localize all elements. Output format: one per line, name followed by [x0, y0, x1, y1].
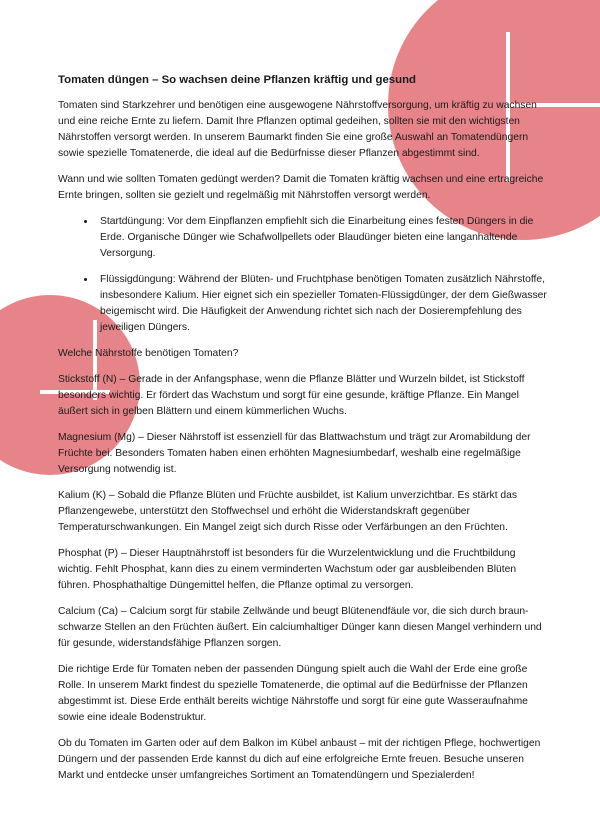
intro-paragraph: Tomaten sind Starkzehrer und benötigen eine ausgewogene Nährstoffversorgung, um kräftig zu wachsen und eine reiche Ernte zu liefern. Damit Ihre Pflanzen optimal gedeihen, sollten sie mit den wichtigsten Nährstoffen versorgt werden. In unserem Baumarkt finden Sie eine große Auswahl an Tomatendüngern sowie spezielle Tomatenerde, die ideal auf die Bedürfnisse dieser Pflanzen abgestimmt sind. — [58, 100, 537, 159]
soil-paragraph: Die richtige Erde für Tomaten neben der passenden Düngung spielt auch die Wahl der Erde eine große Rolle. In unserem Markt findest du spezielle Tomatenerde, die optimal auf die Bedürfnisse der Pflanzen abgestimmt ist. Diese Erde enthält bereits wichtige Nährstoffe und sorgt für eine gute Wasseraufnahme sowie eine ideale Bodenstruktur. — [58, 664, 528, 723]
fertilizing-list — [58, 214, 548, 336]
nutrients-question: Welche Nährstoffe benötigen Tomaten? — [58, 348, 239, 359]
document-body — [58, 72, 548, 794]
nutrient-stickstoff: Stickstoff (N) – Gerade in der Anfangsphase, wenn die Pflanze Blätter und Wurzeln bildet, ist Stickstoff besonders wichtig. Er fördert das Wachstum und sorgt für eine gesunde, kräftige Pflanze. Ein Mangel äußert sich in gelben Blättern und einem kümmerlichen Wuchs. — [58, 374, 525, 417]
when-paragraph: Wann und wie sollten Tomaten gedüngt werden? Damit die Tomaten kräftig wachsen und eine ertragreiche Ernte bringen, sollten sie gezielt und regelmäßig mit Nährstoffen versorgt werden. — [58, 174, 544, 201]
list-item-fluessigduengung: • Flüssigdüngung: Während der Blüten- und Fruchtphase benötigen Tomaten zusätzlich Nährstoffe, insbesondere Kalium. Hier eignet sich ein spezieller Tomaten-Flüssigdünger, der dem Gießwasser beigemischt wird. Die Häufigkeit der Anwendung richtet sich nach der Dosierempfehlung des jeweiligen Düngers. — [96, 272, 548, 336]
list-item-startduengung: • Startdüngung: Vor dem Einpflanzen empfiehlt sich die Einarbeitung eines festen Düngers in die Erde. Organische Dünger wie Schafwollpellets oder Blaudünger bieten eine langanhaltende Versorgung. — [96, 214, 548, 262]
nutrient-kalium: Kalium (K) – Sobald die Pflanze Blüten und Früchte ausbildet, ist Kalium unverzichtbar. Es stärkt das Pflanzengewebe, unterstützt den Stoffwechsel und erhöht die Widerstandskraft gegenüber Temperaturschwankungen. Ein Mangel zeigt sich durch Risse oder Verfärbungen an den Früchten. — [58, 490, 518, 533]
nutrient-magnesium: Magnesium (Mg) – Dieser Nährstoff ist essenziell für das Blattwachstum und trägt zur Aromabildung der Früchte bei. Besonders Tomaten haben einen erhöhten Magnesiumbedarf, weshalb eine regelmäßige Versorgung notwendig ist. — [58, 432, 531, 475]
nutrient-phosphat: Phosphat (P) – Dieser Hauptnährstoff ist besonders für die Wurzelentwicklung und die Fruchtbildung wichtig. Fehlt Phosphat, kann dies zu einem verminderten Wachstum oder gar ausbleibenden Blüten führen. Phosphathaltige Düngemittel helfen, die Pflanze optimal zu versorgen. — [58, 548, 517, 591]
nutrient-calcium: Calcium (Ca) – Calcium sorgt für stabile Zellwände und beugt Blütenendfäule vor, die sich durch braun-schwarze Stellen an den Früchten äußert. Ein calciumhaltiger Dünger kann diesen Mangel verhindern und für gesunde, widerstandsfähige Pflanzen sorgen. — [58, 606, 542, 649]
closing-paragraph: Ob du Tomaten im Garten oder auf dem Balkon im Kübel anbaust – mit der richtigen Pflege, hochwertigen Düngern und der passenden Erde kannst du dich auf eine erfolgreiche Ernte freuen. Besuche unseren Markt und entdecke unser umfangreiches Sortiment an Tomatendüngern und Spezialerden! — [58, 738, 541, 781]
document-title: Tomaten düngen – So wachsen deine Pflanzen kräftig und gesund — [58, 74, 417, 86]
